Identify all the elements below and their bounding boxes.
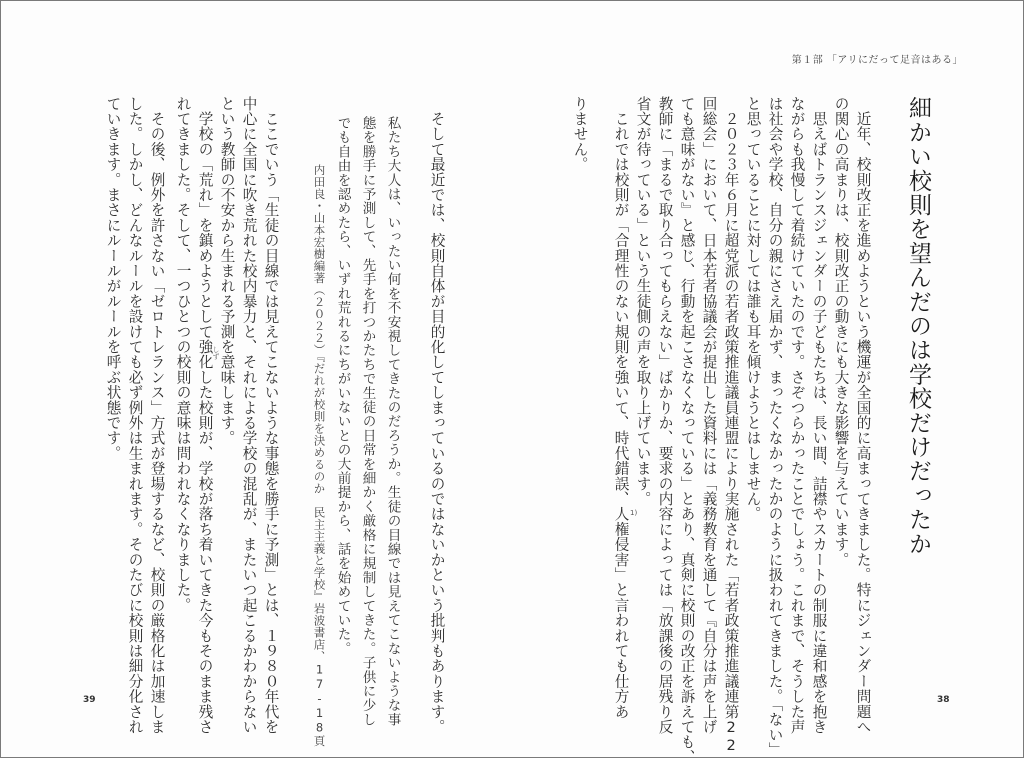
body-paragraph-column: そして最近では、校則自体が目的化してしまっているのではないかという批判もあります。 <box>428 96 446 735</box>
body-paragraph-column: ２０２３年６月に超党派の若者政策推進議員連盟により実施された「若者政策推進議連第22 <box>722 96 740 755</box>
right-page <box>512 1 1023 765</box>
ruby-annotation: しず <box>212 346 220 360</box>
body-paragraph-column: れてきました。そして、一つひとつの校則の意味は問われなくなりました。 <box>174 96 192 613</box>
body-paragraph-column: 近年、校則改正を進めようという機運が全国的に高まってきました。特にジェンダー問題へ <box>854 96 872 735</box>
body-paragraph-column: した。しかし、どんなルールを設けても必ず例外は生まれます。そのたびに校則は細分化され <box>126 96 144 735</box>
body-paragraph-column: 中心に全国に吹き荒れた校内暴力と、それによる学校の混乱が、またいつ起こるかわからない <box>240 96 258 735</box>
body-paragraph-column: 学校の「荒れ」を鎮めようとして強化した校則が、学校が落ち着いてきた今もそのまま残さ <box>196 96 214 735</box>
body-paragraph-column: 回総会」において、日本若者協議会が提出した資料には「義務教育を通して『自分は声を上げ <box>700 96 718 735</box>
body-paragraph-column: は社会や学校、自分の親にさえ届かず、まったくなかったかのように扱われてきました。「ない」 <box>766 96 784 758</box>
body-paragraph-column: これでは校則が「合理性のない規則を強いて、時代錯誤、人権侵害」と言われても仕方あ <box>612 96 630 720</box>
page-number: 39 <box>83 695 96 705</box>
body-paragraph-column: と思っていることに対しては誰も耳を傾けようとはしません。 <box>744 96 762 522</box>
body-paragraph-column: 省文が待っている」という生徒側の声を取り上げています。 <box>634 96 652 507</box>
body-paragraph-column: ながらも我慢して着続けていたのです。さぞつらかったことでしょう。これまで、そうした声 <box>788 96 806 735</box>
quote-column: 私たち大人は、いったい何を不安視してきたのだろうか。生徒の目線では見えてこないような事 <box>384 116 401 727</box>
citation: 内田良・山本宏樹編著（２０２２）『だれが校則を決めるのか 民主主義と学校』岩波書店、17-18頁 <box>312 164 327 747</box>
body-paragraph-column: の関心の高まりは、校則改正の動きにも大きな影響を与えています。 <box>832 96 850 568</box>
body-paragraph-column: という教師の不安から生まれる予測を意味します。 <box>218 96 236 446</box>
section-title: 細かい校則を望んだのは学校だけだったか <box>905 96 931 556</box>
quote-column: でも自由を認めたら、いずれ荒れるにちがいないとの大前提から、話を始めていた。 <box>334 116 351 656</box>
body-paragraph-column: りません。 <box>571 96 589 172</box>
body-paragraph-column: ても意味がない』と感じ、行動を起こさなくなっている」とあり、真剣に校則の改正を訴えても、 <box>678 96 696 765</box>
body-paragraph-column: ここでいう「生徒の目線では見えてこないような事態を勝手に予測」とは、１９８０年代を <box>262 96 280 735</box>
page-number: 38 <box>937 695 950 705</box>
body-paragraph-column: 教師に「まるで取り合ってもらえない」ばかりか、要求の内容によっては「放課後の居残り反 <box>656 96 674 735</box>
footnote-marker: 1) <box>630 509 638 517</box>
quote-column: 態を勝手に予測して、先手を打つかたちで生徒の日常を細かく厳格に規制してきた。子供に少し <box>359 116 376 727</box>
body-paragraph-column: ていきます。まさにルールがルールを呼ぶ状態です。 <box>104 96 122 461</box>
running-head: 第１部 「アリにだって足音はある」 <box>791 55 963 66</box>
body-paragraph-column: その後、例外を許さない「ゼロトレランス」方式が登場するなど、校則の厳格化は加速しま <box>148 96 166 735</box>
body-paragraph-column: 思えばトランスジェンダーの子どもたちは、長い間、詰襟やスカートの制服に違和感を抱き <box>810 96 828 735</box>
left-page <box>1 1 512 757</box>
